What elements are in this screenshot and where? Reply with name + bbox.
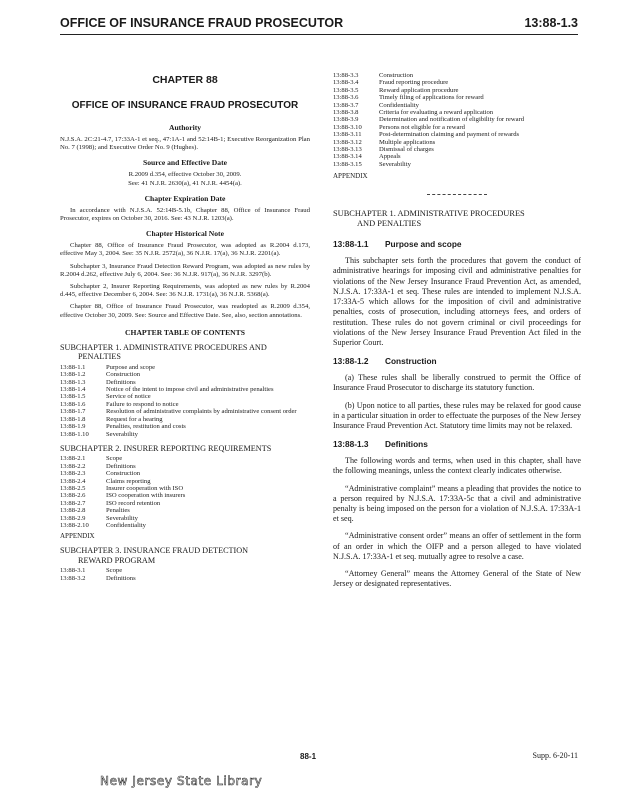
toc-entry bbox=[60, 463, 185, 470]
toc-entry-number: 13:88-3.3 bbox=[333, 72, 359, 79]
authority-heading: Authority bbox=[168, 123, 202, 132]
toc-entry-number: 13:88-3.7 bbox=[333, 101, 359, 109]
toc-subchapter-3-line2: REWARD PROGRAM bbox=[78, 555, 156, 565]
toc-subchapter-1-line1: SUBCHAPTER 1. ADMINISTRATIVE PROCEDURES AND bbox=[60, 342, 267, 352]
toc-entry-number: 13:88-3.12 bbox=[333, 138, 362, 146]
toc-entry-title: Severability bbox=[379, 160, 411, 168]
toc-entry-title: Persons not eligible for a reward bbox=[379, 123, 465, 131]
toc-entry-title: Determination and notification of eligibility for reward bbox=[379, 116, 525, 124]
left-column bbox=[60, 74, 310, 584]
toc-entry-number: 13:88-3.4 bbox=[333, 79, 359, 87]
section-1-1-number: 13:88-1.1 bbox=[333, 239, 369, 250]
running-header bbox=[60, 16, 578, 35]
toc-entry-title: Confidentiality bbox=[379, 101, 419, 109]
toc-entry-title: Resolution of administrative complaints by administrative consent order bbox=[106, 408, 297, 416]
toc-entry-number: 13:88-1.5 bbox=[60, 393, 86, 401]
toc-entry bbox=[60, 522, 185, 529]
toc-entry-number: 13:88-2.10 bbox=[60, 522, 89, 530]
toc-entry-number: 13:88-2.2 bbox=[60, 462, 86, 470]
toc-entry-title: Definitions bbox=[106, 574, 136, 582]
section-divider bbox=[427, 194, 487, 195]
toc-subchapter-3-line1: SUBCHAPTER 3. INSURANCE FRAUD DETECTION bbox=[60, 546, 249, 556]
toc-subchapter-1 bbox=[60, 343, 310, 362]
toc-entry bbox=[333, 116, 524, 123]
source-text-2: See: 41 N.J.R. 2630(a), 41 N.J.R. 4454(a). bbox=[128, 179, 242, 187]
toc-entry bbox=[60, 470, 185, 477]
toc-entry-number: 13:88-2.3 bbox=[60, 470, 86, 478]
toc-appendix-2: APPENDIX bbox=[333, 172, 368, 181]
toc-entry-title: Service of notice bbox=[106, 393, 151, 401]
toc-entry-title: Insurer cooperation with ISO bbox=[106, 485, 184, 493]
toc-entry-number: 13:88-3.14 bbox=[333, 153, 362, 161]
toc-list-3-continued bbox=[333, 72, 524, 168]
toc-entry-title: Timely filing of applications for reward bbox=[379, 94, 484, 102]
toc-entry-title: Claims reporting bbox=[106, 477, 151, 485]
history-paragraph-2: Subchapter 3, Insurance Fraud Detection Reward Program, was adopted as new rules by R.2004 d.262, effective July 6, 2004. See: 36 N.J.R. 917(a), 36 N.J.R. 3297(b). bbox=[60, 262, 310, 278]
toc-entry-number: 13:88-1.4 bbox=[60, 386, 86, 394]
history-paragraph-4: Chapter 88, Office of Insurance Fraud Prosecutor, was readopted as R.2009 d.354, effective October 30, 2009. See: Source and Effective Date. See, also, section annotations. bbox=[60, 303, 310, 319]
toc-entry-number: 13:88-2.1 bbox=[60, 455, 86, 463]
toc-entry-title: Construction bbox=[106, 371, 141, 379]
toc-list-3 bbox=[60, 567, 136, 582]
toc-entry-number: 13:88-3.11 bbox=[333, 131, 362, 139]
toc-heading: CHAPTER TABLE OF CONTENTS bbox=[125, 327, 245, 337]
toc-entry bbox=[60, 507, 185, 514]
source-heading: Source and Effective Date bbox=[142, 158, 227, 168]
toc-entry-title: Dismissal of charges bbox=[379, 146, 434, 154]
toc-entry-title: Severability bbox=[106, 430, 138, 438]
toc-entry-number: 13:88-2.5 bbox=[60, 485, 86, 493]
toc-entry-number: 13:88-1.2 bbox=[60, 371, 86, 379]
toc-entry-number: 13:88-2.9 bbox=[60, 514, 86, 522]
definition-attorney-general: “Attorney General” means the Attorney General of the State of New Jersey or designated representatives. bbox=[333, 568, 581, 589]
section-1-2-title: Construction bbox=[385, 356, 437, 367]
section-1-2-heading bbox=[333, 356, 581, 366]
toc-entry bbox=[333, 72, 524, 79]
toc-entry-title: Construction bbox=[106, 470, 141, 478]
section-1-3-heading bbox=[333, 439, 581, 449]
toc-entry-title: Criteria for evaluating a reward application bbox=[379, 109, 494, 117]
toc-entry-title: Scope bbox=[106, 567, 123, 575]
toc-entry-number: 13:88-2.7 bbox=[60, 499, 86, 507]
toc-entry bbox=[60, 379, 297, 386]
toc-list-2 bbox=[60, 455, 185, 529]
toc-entry bbox=[333, 139, 524, 146]
toc-subchapter-3 bbox=[60, 546, 310, 565]
toc-entry bbox=[60, 364, 297, 371]
chapter-number: CHAPTER 88 bbox=[152, 74, 218, 86]
toc-entry bbox=[60, 393, 297, 400]
toc-entry-number: 13:88-3.1 bbox=[60, 567, 86, 575]
toc-entry-number: 13:88-3.2 bbox=[60, 574, 86, 582]
toc-entry-title: Failure to respond to notice bbox=[106, 400, 179, 408]
toc-entry bbox=[60, 431, 297, 438]
toc-entry-title: Penalties bbox=[106, 507, 130, 515]
toc-entry-title: Post-determination claiming and payment of rewards bbox=[379, 131, 520, 139]
toc-entry bbox=[333, 87, 524, 94]
toc-entry bbox=[333, 124, 524, 131]
toc-entry bbox=[60, 423, 297, 430]
expiration-heading: Chapter Expiration Date bbox=[144, 193, 226, 203]
toc-entry bbox=[60, 455, 185, 462]
history-heading: Chapter Historical Note bbox=[146, 229, 224, 239]
section-1-1-heading bbox=[333, 239, 581, 249]
toc-entry-title: Purpose and scope bbox=[106, 363, 156, 371]
definition-administrative-complaint: “Administrative complaint” means a pleading that provides the notice to a person required by N.J.S.A. 17:33A-5c that a civil and administrative penalty is being imposed on the person for a violation of N.J.S.A. 17:33A-1 et seq. bbox=[333, 483, 581, 524]
toc-entry-title: Fraud reporting procedure bbox=[379, 79, 449, 87]
toc-entry-title: Notice of the intent to impose civil and administrative penalties bbox=[106, 386, 274, 394]
toc-subchapter-1-line2: PENALTIES bbox=[78, 352, 121, 362]
section-1-3-paragraph-1: The following words and terms, when used in this chapter, shall have the following meanings, unless the context clearly indicates otherwise. bbox=[333, 456, 581, 476]
toc-entry bbox=[60, 401, 297, 408]
toc-entry-number: 13:88-2.8 bbox=[60, 507, 86, 515]
toc-entry-number: 13:88-2.4 bbox=[60, 477, 86, 485]
toc-entry bbox=[60, 478, 185, 485]
header-section: 13:88-1.3 bbox=[524, 16, 578, 30]
toc-entry-number: 13:88-1.7 bbox=[60, 408, 86, 416]
toc-entry bbox=[333, 146, 524, 153]
section-1-2-paragraph-b: (b) Upon notice to all parties, these rules may be relaxed for good cause in a particular situation in order to effectuate the purposes of the New Jersey Insurance Fraud Prevention Act. Statutory time limits may not be relaxed. bbox=[333, 400, 581, 430]
section-1-2-number: 13:88-1.2 bbox=[333, 356, 369, 367]
toc-entry-title: ISO record retention bbox=[106, 499, 161, 507]
toc-entry bbox=[333, 153, 524, 160]
toc-entry-number: 13:88-1.10 bbox=[60, 430, 89, 438]
subchapter-1-heading-line1: SUBCHAPTER 1. ADMINISTRATIVE PROCEDURES bbox=[333, 209, 525, 219]
toc-entry-title: Severability bbox=[106, 514, 138, 522]
authority-text: N.J.S.A. 2C:21-4.7, 17:33A-1 et seq., 47:1A-1 and 52:14B-1; Executive Reorganization Plan No. 7 (1998); and Executive Order No. 9 (Hughes). bbox=[60, 136, 310, 152]
source-text-1: R.2009 d.354, effective October 30, 2009. bbox=[128, 171, 242, 179]
toc-entry-title: Request for a hearing bbox=[106, 415, 163, 423]
header-title: OFFICE OF INSURANCE FRAUD PROSECUTOR bbox=[60, 16, 344, 30]
toc-entry bbox=[60, 515, 185, 522]
toc-entry-title: ISO cooperation with insurers bbox=[106, 492, 186, 500]
page-number: 88-1 bbox=[300, 752, 317, 761]
section-1-1-title: Purpose and scope bbox=[385, 239, 462, 250]
toc-entry-title: Penalties, restitution and costs bbox=[106, 423, 186, 431]
toc-entry-title: Definitions bbox=[106, 462, 136, 470]
toc-entry bbox=[333, 161, 524, 168]
library-stamp: New Jersey State Library bbox=[100, 774, 263, 788]
section-1-1-text: This subchapter sets forth the procedures that govern the conduct of administrative hearings for imposing civil and administrative penalties for violations of the New Jersey Insurance Fraud Prevention Act, as amended, N.J.S.A. 17:33A-1 et seq. These rules are intended to implement N.J.S.A. 17:33A-5 which allows for the imposition of civil and administrative penalties, costs of prosecution, including attorneys fees, and orders of restitution. These rules do not govern criminal or civil proceedings for violations of the New Jersey Insurance Fraud Prevention Act filed in the Superior Court. bbox=[333, 256, 581, 347]
toc-entry bbox=[60, 408, 297, 415]
toc-entry-number: 13:88-3.10 bbox=[333, 123, 362, 131]
toc-appendix: APPENDIX bbox=[60, 532, 95, 541]
supplement-date: Supp. 6-20-11 bbox=[532, 751, 578, 760]
toc-entry-title: Appeals bbox=[379, 153, 401, 161]
history-paragraph-3: Subchapter 2, Insurer Reporting Requirements, was adopted as new rules by R.2004 d.445, effective December 6, 2004. See: 36 N.J.R. 1731(a), 36 N.J.R. 5368(a). bbox=[60, 283, 310, 299]
section-1-3-title: Definitions bbox=[385, 439, 428, 450]
toc-entry bbox=[60, 371, 297, 378]
toc-entry bbox=[333, 94, 524, 101]
toc-entry bbox=[333, 79, 524, 86]
toc-subchapter-2: SUBCHAPTER 2. INSURER REPORTING REQUIREMENTS bbox=[60, 443, 272, 453]
toc-entry-number: 13:88-3.5 bbox=[333, 86, 359, 94]
toc-entry-number: 13:88-3.9 bbox=[333, 116, 359, 124]
toc-entry-title: Construction bbox=[379, 72, 414, 79]
toc-entry-number: 13:88-1.8 bbox=[60, 415, 86, 423]
right-column bbox=[333, 72, 581, 596]
chapter-title: OFFICE OF INSURANCE FRAUD PROSECUTOR bbox=[71, 100, 299, 111]
toc-entry bbox=[60, 567, 136, 574]
toc-entry-title: Reward application procedure bbox=[379, 86, 459, 94]
toc-entry-number: 13:88-1.9 bbox=[60, 423, 86, 431]
toc-entry-number: 13:88-2.6 bbox=[60, 492, 86, 500]
expiration-text: In accordance with N.J.S.A. 52:14B-5.1b, Chapter 88, Office of Insurance Fraud Prosecutor, expires on October 30, 2016. See: 43 N.J.R. 1203(a). bbox=[60, 206, 310, 223]
subchapter-1-heading-line2: AND PENALTIES bbox=[357, 219, 422, 229]
toc-entry-number: 13:88-3.15 bbox=[333, 160, 362, 168]
toc-entry bbox=[60, 500, 185, 507]
toc-entry-number: 13:88-1.1 bbox=[60, 363, 86, 371]
toc-entry bbox=[333, 131, 524, 138]
section-1-2-paragraph-a: (a) These rules shall be liberally construed to permit the Office of Insurance Fraud Prosecutor to discharge its statutory function. bbox=[333, 373, 581, 393]
toc-entry bbox=[60, 416, 297, 423]
toc-entry-number: 13:88-1.6 bbox=[60, 400, 86, 408]
toc-list-1 bbox=[60, 364, 297, 438]
section-1-3-number: 13:88-1.3 bbox=[333, 439, 369, 450]
definition-administrative-consent-order: “Administrative consent order” means an offer of settlement in the form of an order in which the OIFP and a person alleged to have violated N.J.S.A. 17:33A-1 et seq. mutually agree to resolve a case. bbox=[333, 531, 581, 561]
toc-entry bbox=[333, 109, 524, 116]
toc-entry bbox=[60, 575, 136, 582]
toc-entry bbox=[60, 485, 185, 492]
toc-entry-title: Definitions bbox=[106, 378, 136, 386]
toc-entry-title: Confidentiality bbox=[106, 522, 146, 530]
toc-entry bbox=[60, 386, 297, 393]
toc-entry-number: 13:88-1.3 bbox=[60, 378, 86, 386]
toc-entry bbox=[60, 492, 185, 499]
toc-entry-number: 13:88-3.13 bbox=[333, 146, 362, 154]
history-paragraph-1: Chapter 88, Office of Insurance Fraud Prosecutor, was adopted as R.2004 d.173, effective May 3, 2004. See: 35 N.J.R. 2572(a), 36 N.J.R. 17(a), 36 N.J.R. 2201(a). bbox=[60, 242, 310, 258]
toc-entry-number: 13:88-3.6 bbox=[333, 94, 359, 102]
subchapter-1-heading bbox=[333, 209, 581, 229]
toc-entry-title: Scope bbox=[106, 455, 123, 463]
toc-entry bbox=[333, 102, 524, 109]
toc-entry-number: 13:88-3.8 bbox=[333, 109, 359, 117]
toc-entry-title: Multiple applications bbox=[379, 138, 436, 146]
